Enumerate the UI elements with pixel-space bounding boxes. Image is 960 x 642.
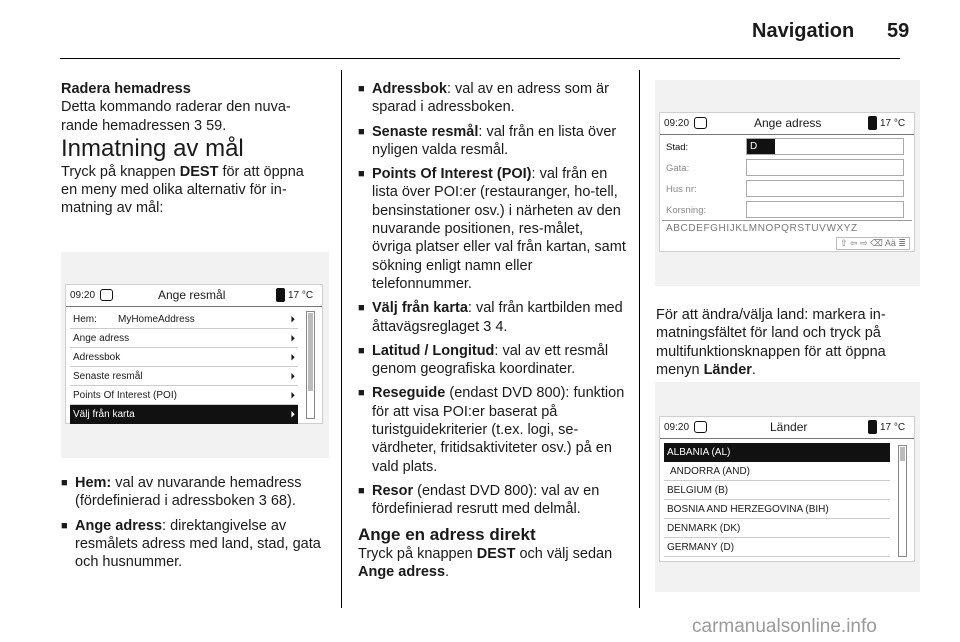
chevron-right-icon: ⏵	[290, 409, 295, 419]
figure-countries	[655, 382, 920, 592]
column-2	[358, 80, 626, 581]
thermometer-icon	[868, 420, 877, 434]
page-ref: 3 59.	[194, 117, 227, 134]
screen-enter-address	[659, 112, 915, 252]
intersection-field[interactable]	[746, 201, 904, 218]
column-3	[656, 306, 918, 379]
bullet-recent: ■ Senaste resmål: val från en lista över nyligen valda resmål.	[358, 123, 626, 160]
scroll-thumb[interactable]	[308, 313, 313, 391]
bullet-poi: ■ Points Of Interest (POI): val från en lista över POI:er (restauranger, ho-tell, bensinstationer osv.) i närheten av den nuvarande positionen, res-målet, övriga platser eller val från kartan, samt sökning enligt namn eller telefonnummer.	[358, 165, 626, 293]
house-number-field[interactable]	[746, 180, 904, 197]
bullet-home: ■ Hem: val av nuvarande hemadress (fördefinierad i adressboken 3 68).	[61, 474, 329, 511]
clock-time: 09:20	[664, 118, 690, 129]
direct-address-text: Tryck på knappen DEST och välj sedan Ange adress.	[358, 545, 613, 580]
screen-status-bar	[660, 113, 914, 135]
clock-icon	[694, 117, 707, 129]
city-field-value: D	[747, 139, 775, 154]
clock-icon	[694, 421, 707, 433]
country-row[interactable]: ANDORRA (AND)	[664, 462, 890, 481]
delete-home-heading: Radera hemadress	[61, 81, 191, 97]
city-field[interactable]	[746, 138, 904, 155]
column-1-bullets	[61, 474, 329, 577]
chevron-right-icon: ⏵	[290, 314, 295, 324]
dest-key: DEST	[476, 545, 516, 562]
column-1	[61, 80, 329, 218]
screen-title: Länder	[770, 420, 808, 434]
menu-row-poi[interactable]: Points Of Interest (POI) ⏵	[70, 386, 298, 405]
bullet-enter-address: ■ Ange adress: direktangivelse av resmålets adress med land, stad, gata och husnummer.	[61, 517, 329, 572]
field-label-street: Gata:	[666, 163, 690, 174]
figure-enter-address	[655, 80, 920, 286]
field-label-city: Stad:	[666, 142, 689, 153]
page-number: 59	[887, 20, 910, 42]
clock-icon	[100, 289, 113, 301]
bullet-trips: ■ Resor (endast DVD 800): val av en fördefinierad resrutt med delmål.	[358, 482, 626, 519]
clock-time: 09:20	[664, 422, 690, 433]
country-row[interactable]: BOSNIA AND HERZEGOVINA (BIH)	[664, 500, 890, 519]
bullet-lat-long: ■ Latitud / Longitud: val av ett resmål genom geografiska koordinater.	[358, 342, 626, 379]
thermometer-icon	[868, 116, 877, 130]
country-instructions: För att ändra/välja land: markera in-matningsfältet för land och tryck på multifunktionsknappen för att öppna menyn Länder.	[656, 307, 886, 378]
screen-countries	[659, 416, 915, 562]
direct-address-heading: Ange en adress direkt	[358, 524, 536, 544]
bullet-address-book: ■ Adressbok: val av en adress som är sparad i adressboken.	[358, 80, 626, 117]
letter-speller[interactable]: ABCDEFGHIJKLMNOPQRSTUVWXYZ	[666, 223, 858, 234]
section-title: Inmatning av mål	[61, 134, 244, 162]
screen-title: Ange resmål	[158, 288, 226, 302]
header-rule	[60, 58, 900, 59]
column-divider-1	[341, 70, 342, 608]
menu-row-home[interactable]: Hem: MyHomeAddress ⏵	[70, 310, 298, 329]
menu-row-address-book[interactable]: Adressbok ⏵	[70, 348, 298, 367]
country-row[interactable]: DENMARK (DK)	[664, 519, 890, 538]
delete-home-line1: Detta kommando raderar den nuva-	[61, 99, 291, 116]
chevron-right-icon: ⏵	[290, 390, 295, 400]
page-header-title: Navigation	[752, 20, 855, 42]
menu-row-select-from-map[interactable]: Välj från karta ⏵	[70, 405, 298, 424]
chevron-right-icon: ⏵	[290, 333, 295, 343]
dest-key: DEST	[179, 163, 219, 180]
enter-address-item: Ange adress	[358, 563, 446, 580]
temperature: 17 °C	[880, 118, 906, 129]
intro-text: Tryck på knappen DEST för att öppna en meny med olika alternativ för in-matning av mål:	[61, 163, 304, 217]
country-row[interactable]: BELGIUM (B)	[664, 481, 890, 500]
countries-menu-name: Länder	[703, 361, 752, 378]
speller-divider	[662, 220, 912, 221]
screen-status-bar	[660, 417, 914, 439]
clock-time: 09:20	[70, 290, 96, 301]
home-address-value: MyHomeAddress	[118, 314, 195, 325]
chevron-right-icon: ⏵	[290, 371, 295, 381]
menu-row-recent[interactable]: Senaste resmål ⏵	[70, 367, 298, 386]
bullet-select-from-map: ■ Välj från karta: val från kartbilden med åttavägsreglaget 3 4.	[358, 299, 626, 336]
field-label-house-number: Hus nr:	[666, 184, 697, 195]
screen-title: Ange adress	[754, 116, 822, 130]
temperature: 17 °C	[880, 422, 906, 433]
country-row[interactable]: GERMANY (D)	[664, 538, 890, 557]
page-header	[0, 0, 960, 58]
thermometer-icon	[276, 288, 285, 302]
scrollbar[interactable]	[898, 445, 907, 557]
watermark: carmanualsonline.info	[692, 616, 877, 637]
street-field[interactable]	[746, 159, 904, 176]
screen-destination-menu	[65, 284, 323, 424]
menu-row-enter-address[interactable]: Ange adress ⏵	[70, 329, 298, 348]
delete-home-line2: rande hemadressen 3 59.	[61, 117, 227, 134]
bullet-travel-guide: ■ Reseguide (endast DVD 800): funktion för att visa POI:er baserat på turistguidekriterier (t.ex. logi, se-värdheter, fritidsaktiviteter osv.) på en vald plats.	[358, 384, 626, 475]
speller-function-keys[interactable]: ⇧ ⇦ ⇨ ⌫ Aä ≣	[836, 237, 910, 250]
scrollbar[interactable]	[306, 311, 315, 419]
country-row[interactable]: ALBANIA (AL)	[664, 443, 890, 462]
field-label-intersection: Korsning:	[666, 205, 707, 216]
scroll-thumb[interactable]	[900, 447, 905, 461]
temperature: 17 °C	[288, 290, 314, 301]
screen-status-bar	[66, 285, 322, 307]
column-divider-2	[639, 70, 640, 608]
figure-destination-menu	[61, 252, 329, 458]
chevron-right-icon: ⏵	[290, 352, 295, 362]
